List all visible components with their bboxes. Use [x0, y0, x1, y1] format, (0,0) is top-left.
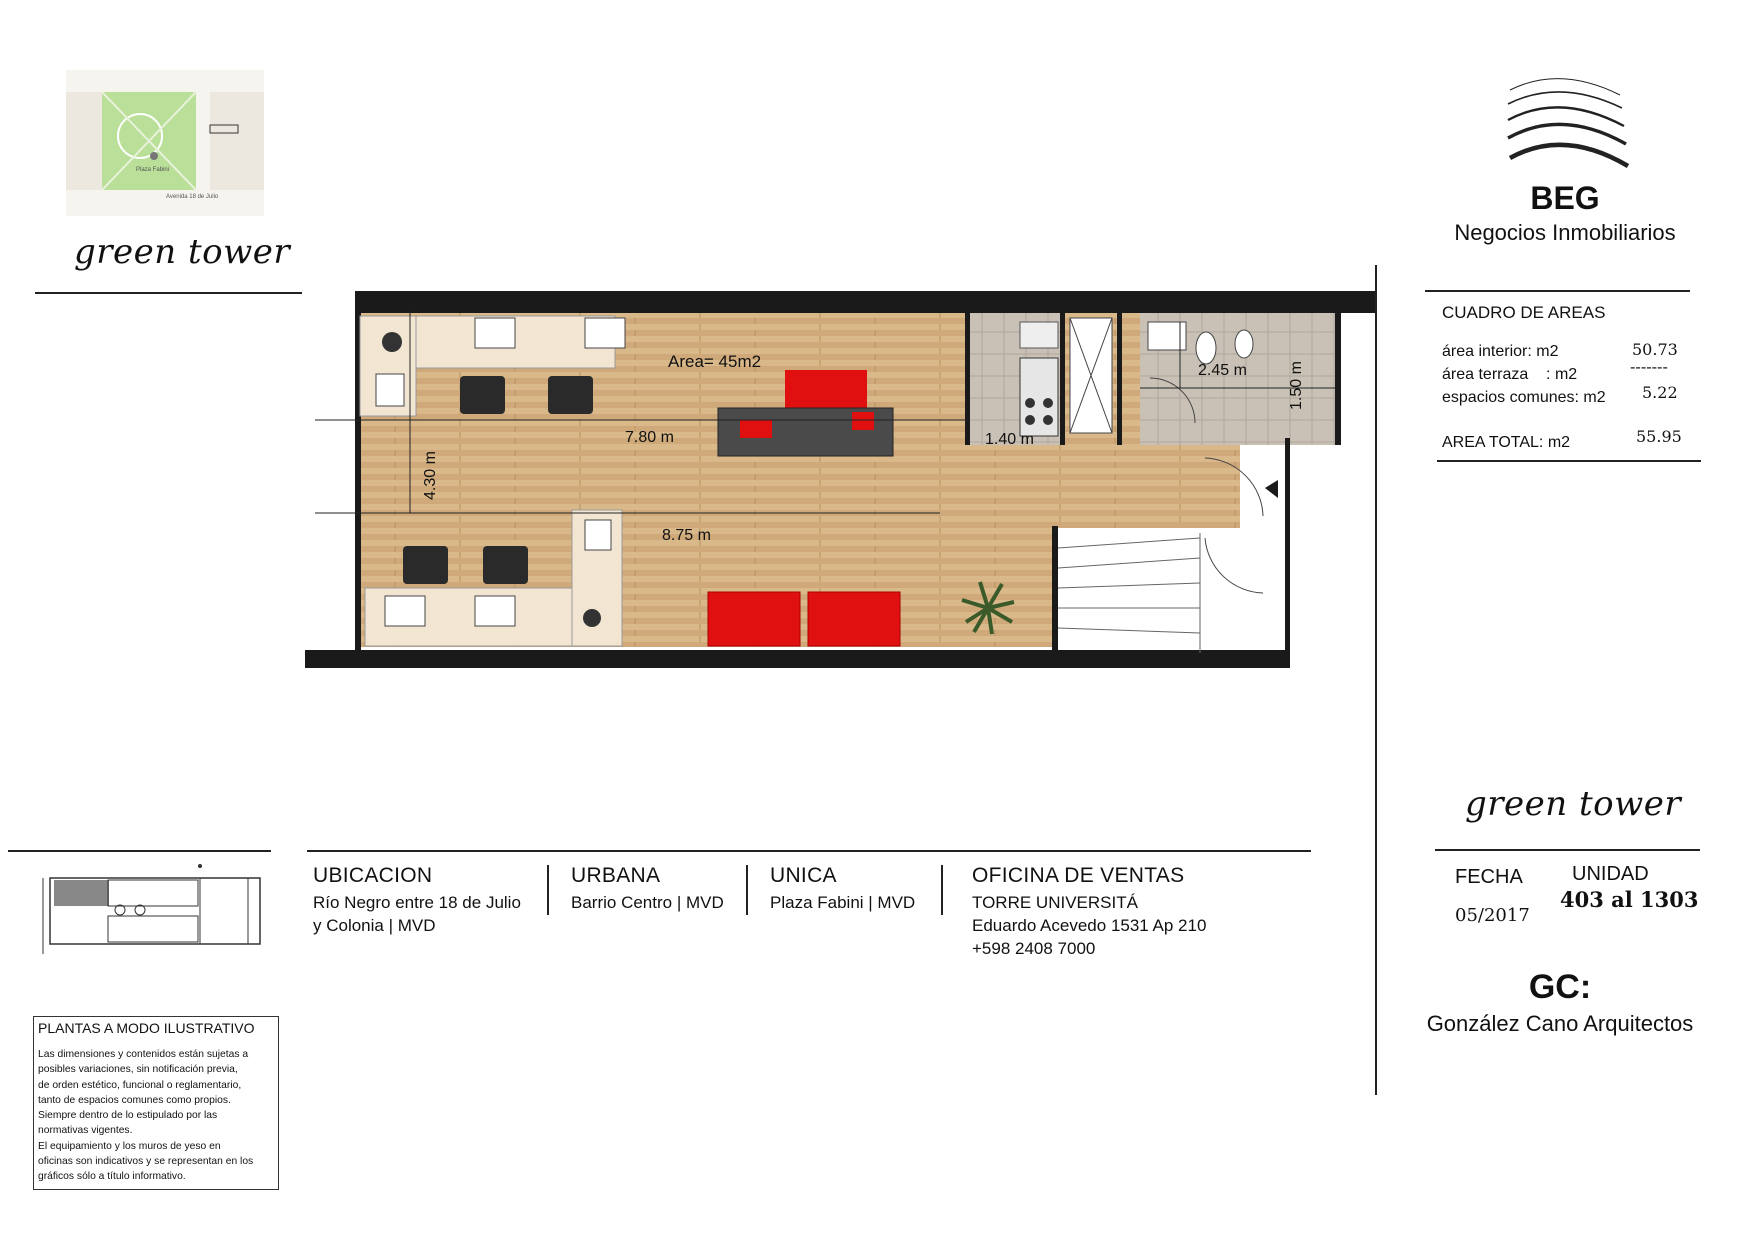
unica-heading: UNICA [770, 864, 837, 887]
office-chair [403, 546, 448, 584]
ubicacion-line1: Río Negro entre 18 de Julio [313, 893, 521, 912]
oficina-line2: Eduardo Acevedo 1531 Ap 210 [972, 916, 1207, 935]
map-avenue-label: Avenida 18 de Julio [166, 194, 219, 200]
area-total-value: 55.95 [1636, 427, 1682, 446]
dim-4-30: 4.30 m [422, 451, 439, 500]
ubicacion-heading: UBICACION [313, 864, 433, 887]
floor-plan [300, 288, 1375, 673]
project-logo-right: green tower [1465, 784, 1682, 824]
dim-2-45: 2.45 m [1198, 362, 1247, 379]
oficina-phone: +598 2408 7000 [972, 939, 1096, 958]
area-total-label: AREA TOTAL: m2 [1442, 434, 1571, 451]
areas-title: CUADRO DE AREAS [1442, 303, 1606, 322]
key-plan [40, 858, 268, 958]
divider-info-2 [746, 865, 748, 915]
areas-bottom-line [1437, 460, 1701, 462]
area-interior-label: área interior: m2 [1442, 343, 1559, 360]
oficina-line1: TORRE UNIVERSITÁ [972, 893, 1138, 912]
company-name: BEG [1530, 180, 1600, 216]
stove [1020, 358, 1058, 436]
sofa [708, 592, 800, 646]
sofa [808, 592, 900, 646]
divider-bottom-left [8, 850, 271, 852]
urbana-value: Barrio Centro | MVD [571, 893, 724, 912]
divider-top-left [35, 292, 302, 294]
plaza-pin-icon [150, 152, 158, 160]
fecha-label: FECHA [1455, 866, 1523, 888]
areas-top-line [1425, 290, 1690, 292]
divider-info-3 [941, 865, 943, 915]
unit-highlight [54, 880, 109, 906]
unidad-value: 403 al 1303 [1560, 887, 1699, 912]
area-terraza-label: área terraza : m2 [1442, 366, 1578, 383]
beg-logo-icon [1500, 70, 1630, 180]
dim-1-50: 1.50 m [1288, 361, 1305, 410]
area-label: Area= 45m2 [668, 352, 762, 371]
architect-name: González Cano Arquitectos [1426, 1011, 1694, 1036]
dim-7-80: 7.80 m [625, 429, 674, 446]
unica-value: Plaza Fabini | MVD [770, 893, 916, 912]
disclaimer-title: PLANTAS A MODO ILUSTRATIVO [38, 1020, 255, 1036]
reception-chair [785, 370, 867, 408]
office-chair [460, 376, 505, 414]
unidad-label: UNIDAD [1572, 863, 1649, 885]
area-interior-value: 50.73 [1632, 340, 1678, 359]
fecha-value: 05/2017 [1455, 905, 1530, 926]
area-terraza-value: ------- [1630, 357, 1668, 376]
company-subtitle: Negocios Inmobiliarios [1454, 220, 1676, 245]
office-chair [483, 546, 528, 584]
divider-meta [1435, 849, 1700, 851]
disclaimer-text: Las dimensiones y contenidos están sujetas a posibles variaciones, sin notificación previa, de orden estético, funcional o reglamentario, tanto de espacios comunes como propios. Siempre dentro de lo estipulado por las normativas vigentes. El equipamiento y los muros de yeso en oficinas son indicativos y se representan en los gráficos sólo a título informativo. [38, 1049, 254, 1183]
dim-8-75: 8.75 m [662, 527, 711, 544]
area-comunes-value: 5.22 [1642, 383, 1678, 402]
area-comunes-label: espacios comunes: m2 [1442, 389, 1606, 406]
dim-1-40: 1.40 m [985, 431, 1034, 448]
stair-area [1052, 528, 1292, 663]
bidet [1235, 330, 1253, 358]
architect-abbr: GC: [1528, 968, 1592, 1006]
map-plaza-label: Plaza Fabini [136, 167, 170, 173]
oficina-heading: OFICINA DE VENTAS [972, 864, 1185, 887]
project-logo-left: green tower [74, 232, 291, 272]
toilet [1196, 332, 1216, 364]
divider-info-1 [547, 865, 549, 915]
office-chair [548, 376, 593, 414]
ubicacion-line2: y Colonia | MVD [313, 916, 436, 935]
wall-south [305, 650, 1290, 668]
disclaimer-box [33, 1016, 279, 1190]
wall-north [355, 291, 1375, 313]
location-map [66, 70, 264, 216]
urbana-heading: URBANA [571, 864, 661, 887]
divider-vertical-right [1375, 265, 1377, 1095]
divider-bottom-main [307, 850, 1311, 852]
